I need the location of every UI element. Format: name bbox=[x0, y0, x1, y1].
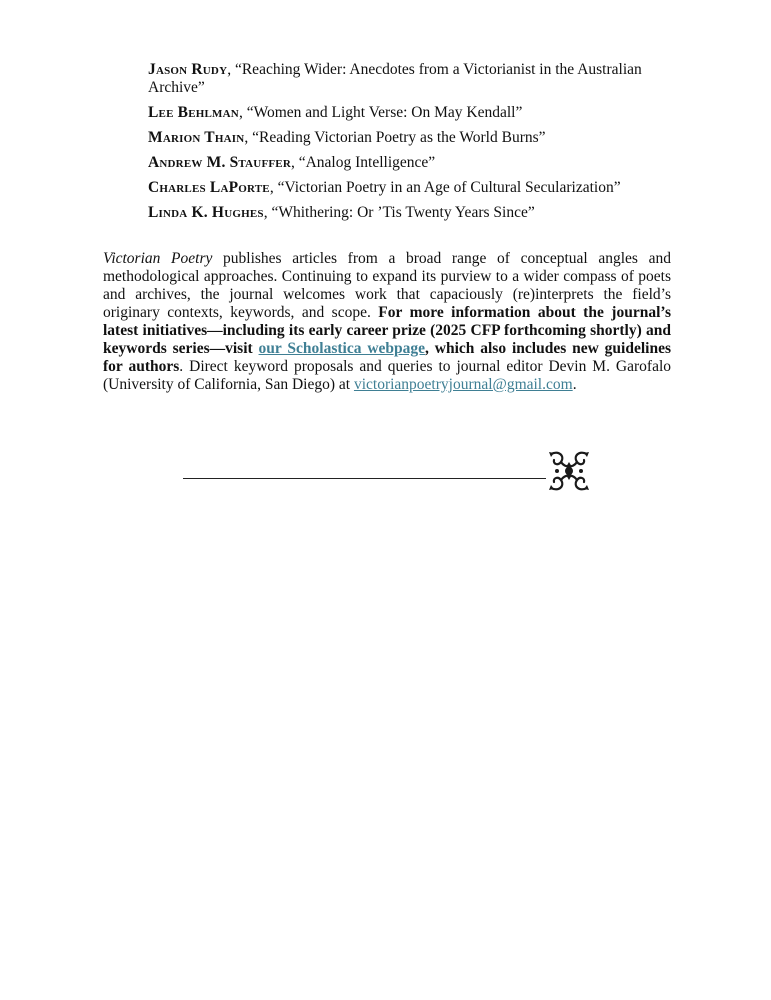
contributor-name: Lee Behlman bbox=[148, 104, 239, 121]
contributor-name: Jason Rudy bbox=[148, 61, 228, 78]
separator: , bbox=[269, 179, 278, 196]
contributor-name: Andrew M. Stauffer bbox=[148, 154, 291, 171]
contributor-item bbox=[148, 179, 648, 197]
contributor-item bbox=[148, 129, 648, 147]
contributor-item bbox=[148, 104, 648, 122]
contributor-name: Linda K. Hughes bbox=[148, 204, 264, 221]
description-text: publishes articles from a broad range of conceptual angles and methodological approaches. Continuing to expand its purview to a wider compass of poets and archives, the journal welcomes work that capaciously (re)interprets the field’s originary contexts, keywords, and scope. bbox=[103, 250, 671, 321]
section-divider-line bbox=[183, 478, 546, 479]
contribution-title: “Reaching Wider: Anecdotes from a Victorianist in the Australian Archive” bbox=[148, 61, 642, 96]
contribution-title: “Whithering: Or ’Tis Twenty Years Since” bbox=[271, 204, 535, 221]
email-link[interactable]: victorianpoetryjournal@gmail.com bbox=[353, 376, 573, 393]
initiatives-note: For more information about the journal’s latest initiatives—including its early career prize (2025 CFP forthcoming shortly) and keywords series—visit bbox=[103, 304, 671, 357]
journal-description-paragraph bbox=[103, 250, 671, 394]
contribution-title: “Women and Light Verse: On May Kendall” bbox=[246, 104, 523, 121]
closing-period: . bbox=[572, 376, 577, 393]
separator: , bbox=[238, 104, 247, 121]
scholastica-link[interactable]: our Scholastica webpage bbox=[258, 340, 426, 357]
separator: , bbox=[263, 204, 272, 221]
contribution-title: “Victorian Poetry in an Age of Cultural Secularization” bbox=[277, 179, 621, 196]
contributor-item bbox=[148, 204, 648, 222]
contribution-title: “Analog Intelligence” bbox=[298, 154, 436, 171]
contributor-item bbox=[148, 154, 648, 172]
contributor-list bbox=[148, 61, 648, 229]
contributor-item bbox=[148, 61, 648, 97]
contribution-title: “Reading Victorian Poetry as the World Burns” bbox=[252, 129, 546, 146]
separator: , bbox=[244, 129, 253, 146]
fleuron-ornament-icon bbox=[545, 448, 593, 494]
guidelines-note: , which also includes new guidelines for authors bbox=[103, 340, 671, 375]
journal-name: Victorian Poetry bbox=[103, 250, 213, 267]
contributor-name: Marion Thain bbox=[148, 129, 245, 146]
contributor-name: Charles LaPorte bbox=[148, 179, 270, 196]
editor-contact-text: . Direct keyword proposals and queries to journal editor Devin M. Garofalo (University of California, San Diego) at bbox=[103, 358, 672, 393]
separator: , bbox=[227, 61, 235, 78]
separator: , bbox=[290, 154, 299, 171]
